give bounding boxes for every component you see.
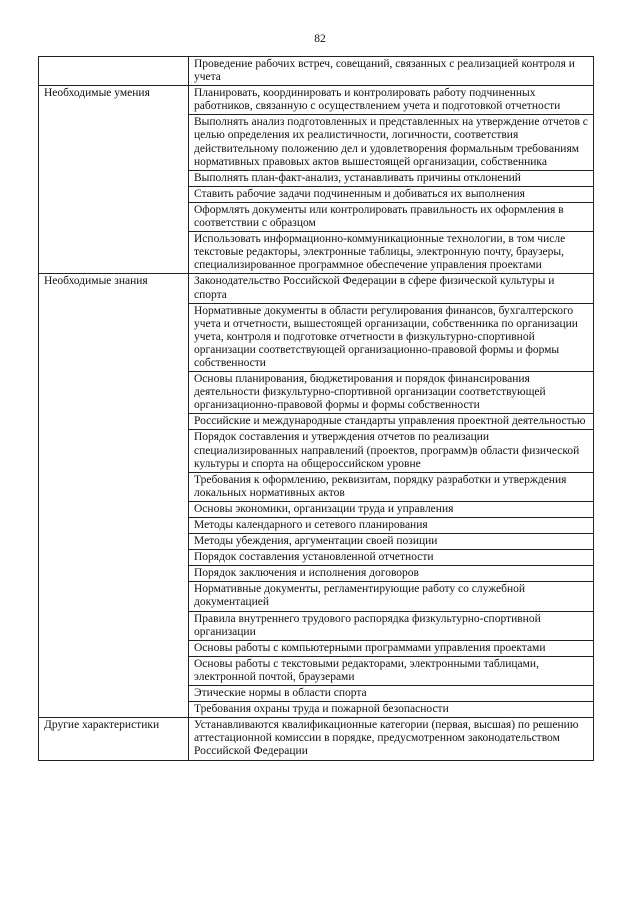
- requirement-item: Выполнять анализ подготовленных и представленных на утверждение отчетов с целью определения их реалистичности, логичности, соответствия действительному положению дел и удовлетворения формальным требованиям нормативных правовых актов вышестоящей организации, собственника: [189, 115, 594, 170]
- section-label: [39, 57, 189, 86]
- requirement-item: Основы работы с компьютерными программами управления проектами: [189, 640, 594, 656]
- requirement-item: Основы экономики, организации труда и управления: [189, 501, 594, 517]
- requirement-item: Основы планирования, бюджетирования и порядок финансирования деятельности физкультурно-спортивной организации соответствующей организационно-правовой формы и формы собственности: [189, 372, 594, 414]
- requirement-item: Выполнять план-факт-анализ, устанавливать причины отклонений: [189, 170, 594, 186]
- requirement-item: Этические нормы в области спорта: [189, 686, 594, 702]
- table-row: [39, 718, 594, 760]
- page-number: 82: [314, 33, 326, 45]
- section-label: Необходимые знания: [39, 274, 189, 718]
- requirement-item: Законодательство Российской Федерации в сфере физической культуры и спорта: [189, 274, 594, 303]
- requirement-item: Основы работы с текстовыми редакторами, электронными таблицами, электронной почтой, браузерами: [189, 656, 594, 685]
- requirements-table: [38, 56, 594, 761]
- requirement-item: Требования к оформлению, реквизитам, порядку разработки и утверждения локальных нормативных актов: [189, 472, 594, 501]
- requirement-item: Нормативные документы в области регулирования финансов, бухгалтерского учета и отчетности, вышестоящей организации, собственника по организации учета, контроля и подготовке отчетности в физкультурно-спортивной организации соответствующей организационно-правовой формы и формы собственности: [189, 303, 594, 371]
- requirement-item: Ставить рабочие задачи подчиненным и добиваться их выполнения: [189, 186, 594, 202]
- requirement-item: Российские и международные стандарты управления проектной деятельностью: [189, 414, 594, 430]
- section-label: Другие характеристики: [39, 718, 189, 760]
- requirement-item: Проведение рабочих встреч, совещаний, связанных с реализацией контроля и учета: [189, 57, 594, 86]
- table-row: [39, 86, 594, 115]
- requirement-item: Планировать, координировать и контролировать работу подчиненных работников, связанную с осуществлением учета и подготовкой отчетности: [189, 86, 594, 115]
- requirement-item: Требования охраны труда и пожарной безопасности: [189, 702, 594, 718]
- requirement-item: Порядок составления установленной отчетности: [189, 550, 594, 566]
- requirement-item: Методы календарного и сетевого планирования: [189, 518, 594, 534]
- requirement-item: Правила внутреннего трудового распорядка физкультурно-спортивной организации: [189, 611, 594, 640]
- requirement-item: Оформлять документы или контролировать правильность их оформления в соответствии с образцом: [189, 202, 594, 231]
- requirement-item: Методы убеждения, аргументации своей позиции: [189, 534, 594, 550]
- requirement-item: Нормативные документы, регламентирующие работу со служебной документацией: [189, 582, 594, 611]
- requirement-item: Устанавливаются квалификационные категории (первая, высшая) по решению аттестационной комиссии в порядке, предусмотренном законодательством Российской Федерации: [189, 718, 594, 760]
- table-row: [39, 57, 594, 86]
- requirement-item: Порядок заключения и исполнения договоров: [189, 566, 594, 582]
- requirements-table-body: [39, 57, 594, 761]
- requirement-item: Использовать информационно-коммуникационные технологии, в том числе текстовые редакторы, электронные таблицы, электронную почту, браузеры, специализированное программное обеспечение управления проектами: [189, 232, 594, 274]
- requirement-item: Порядок составления и утверждения отчетов по реализации специализированных направлений (проектов, программ)в области физической культуры и спорта на общероссийском уровне: [189, 430, 594, 472]
- section-label: Необходимые умения: [39, 86, 189, 274]
- table-row: [39, 274, 594, 303]
